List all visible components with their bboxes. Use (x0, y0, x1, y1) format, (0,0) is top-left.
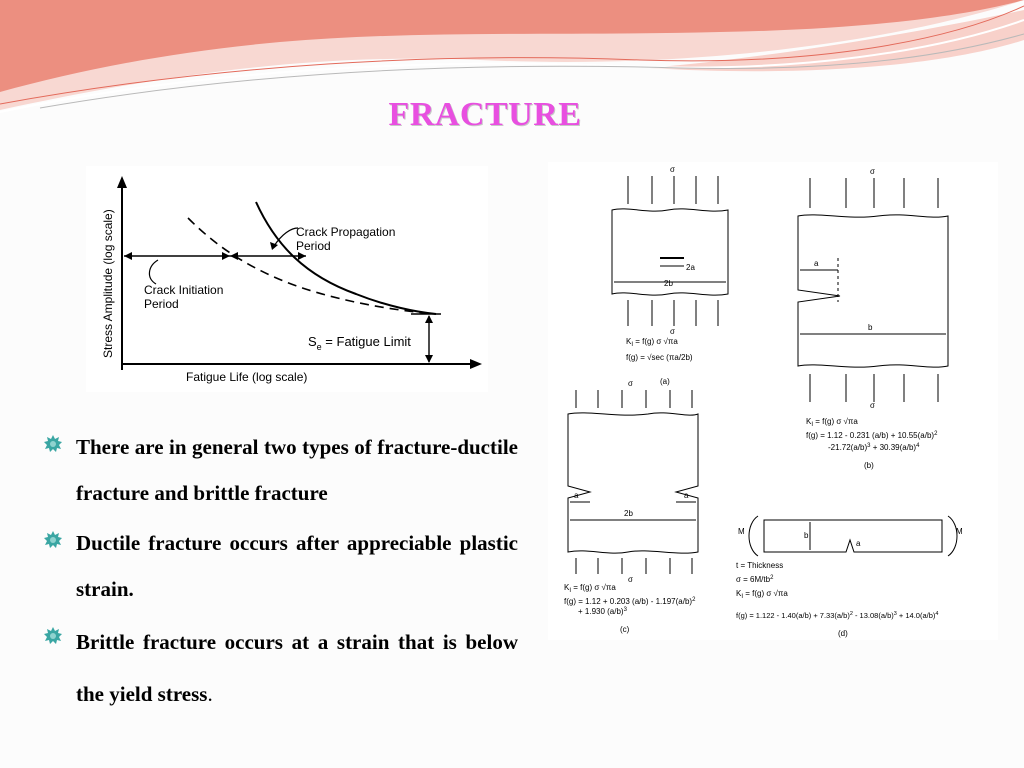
bullet-text: There are in general two types of fracture-ductile fracture and brittle fracture (76, 435, 518, 505)
svg-text:KI = f(g) σ √πa: $K_I = f(g)$ σ √πa (736, 589, 788, 600)
svg-text:σ: σ (628, 575, 633, 584)
fatigue-limit-label: $S_e$ = Fatigue Limit (308, 334, 411, 352)
svg-text:(c): (c) (620, 625, 630, 634)
fatigue-curve-figure (86, 166, 488, 392)
crack-geometry-figure (548, 162, 998, 640)
svg-text:f(g) = 1.122 - 1.40(a/b) + 7.3: $f(g) = 1.122 - 1.40(a/b) + 7.33(a/b)^2 - 13.08(a/b)^3 + 14.0(a/b)^4$ (736, 611, 939, 620)
bullet-list (44, 424, 518, 724)
svg-text:+ 1.930 (a/b)3: + 1.930 $(a/b)^3$ (578, 607, 627, 616)
svg-text:KI = f(g) σ √πa: $K_I = f(g)$ σ √πa (626, 337, 678, 348)
svg-text:f(g) = 1.12 + 0.203 (a/b) - 1.: f(g) = 1.12 + 0.203 $(a/b) - 1.197(a/b)^2$ (564, 597, 696, 606)
svg-text:f(g) = 1.12 - 0.231 (a/b) + 10: f(g) = 1.12 - 0.231 $(a/b) + 10.55(a/b)^2$ (806, 431, 938, 440)
bullet-item-3 (44, 616, 518, 720)
svg-text:2b: 2b (624, 509, 633, 518)
bullet-gear-icon (44, 531, 62, 549)
svg-text:KI = f(g) σ √πa: $K_I = f(g)$ σ √πa (564, 583, 616, 594)
svg-text:σ: σ (870, 401, 875, 410)
svg-text:σ: σ (670, 327, 675, 336)
svg-text:f(g) = √sec (πa/2b): f(g) = √sec (πa/2b) (626, 353, 693, 362)
bullet-tail: . (207, 682, 213, 706)
svg-text:M: M (956, 527, 963, 536)
initiation-label-2: Period (144, 297, 179, 311)
bullet-item-2 (44, 520, 518, 612)
bullet-item-1 (44, 424, 518, 516)
propagation-label-1: Crack Propagation (296, 225, 396, 239)
x-axis-label: Fatigue Life (log scale) (186, 370, 308, 384)
propagation-label-2: Period (296, 239, 331, 253)
svg-text:σ = 6M/tb2: $\sigma = 6M/tb^2$ (736, 575, 774, 584)
bullet-text: Ductile fracture occurs after appreciable plastic strain. (76, 531, 518, 601)
svg-text:a: a (684, 491, 689, 500)
svg-text:b: b (868, 323, 873, 332)
bullet-gear-icon (44, 627, 62, 645)
y-axis-label: Stress Amplitude (log scale) (101, 209, 115, 358)
bullet-gear-icon (44, 435, 62, 453)
svg-text:a: a (814, 259, 819, 268)
svg-text:M: M (738, 527, 745, 536)
svg-text:2a: 2a (686, 263, 695, 272)
svg-text:2b: 2b (664, 279, 673, 288)
svg-text:σ: σ (628, 379, 633, 388)
bullet-text: Brittle fracture occurs at a strain that is below the yield stress (76, 630, 518, 706)
svg-text:-21.72(a/b)3 + 30.39(a/b)4: $-21.72(a/b)^3 + 30.39(a/b)^4$ (828, 443, 920, 452)
svg-text:KI = f(g) σ √πa: $K_I = f(g)$ σ √πa (806, 417, 858, 428)
svg-text:(d): (d) (838, 629, 848, 638)
initiation-label-1: Crack Initiation (144, 283, 224, 297)
svg-text:a: a (574, 491, 579, 500)
svg-text:a: a (856, 539, 861, 548)
svg-text:(a): (a) (660, 377, 670, 386)
svg-text:(b): (b) (864, 461, 874, 470)
svg-text:σ: σ (870, 167, 875, 176)
svg-text:t = Thickness: t = Thickness (736, 561, 784, 570)
svg-text:σ: σ (670, 165, 675, 174)
svg-text:b: b (804, 531, 809, 540)
slide-title: FRACTURE (388, 96, 582, 133)
